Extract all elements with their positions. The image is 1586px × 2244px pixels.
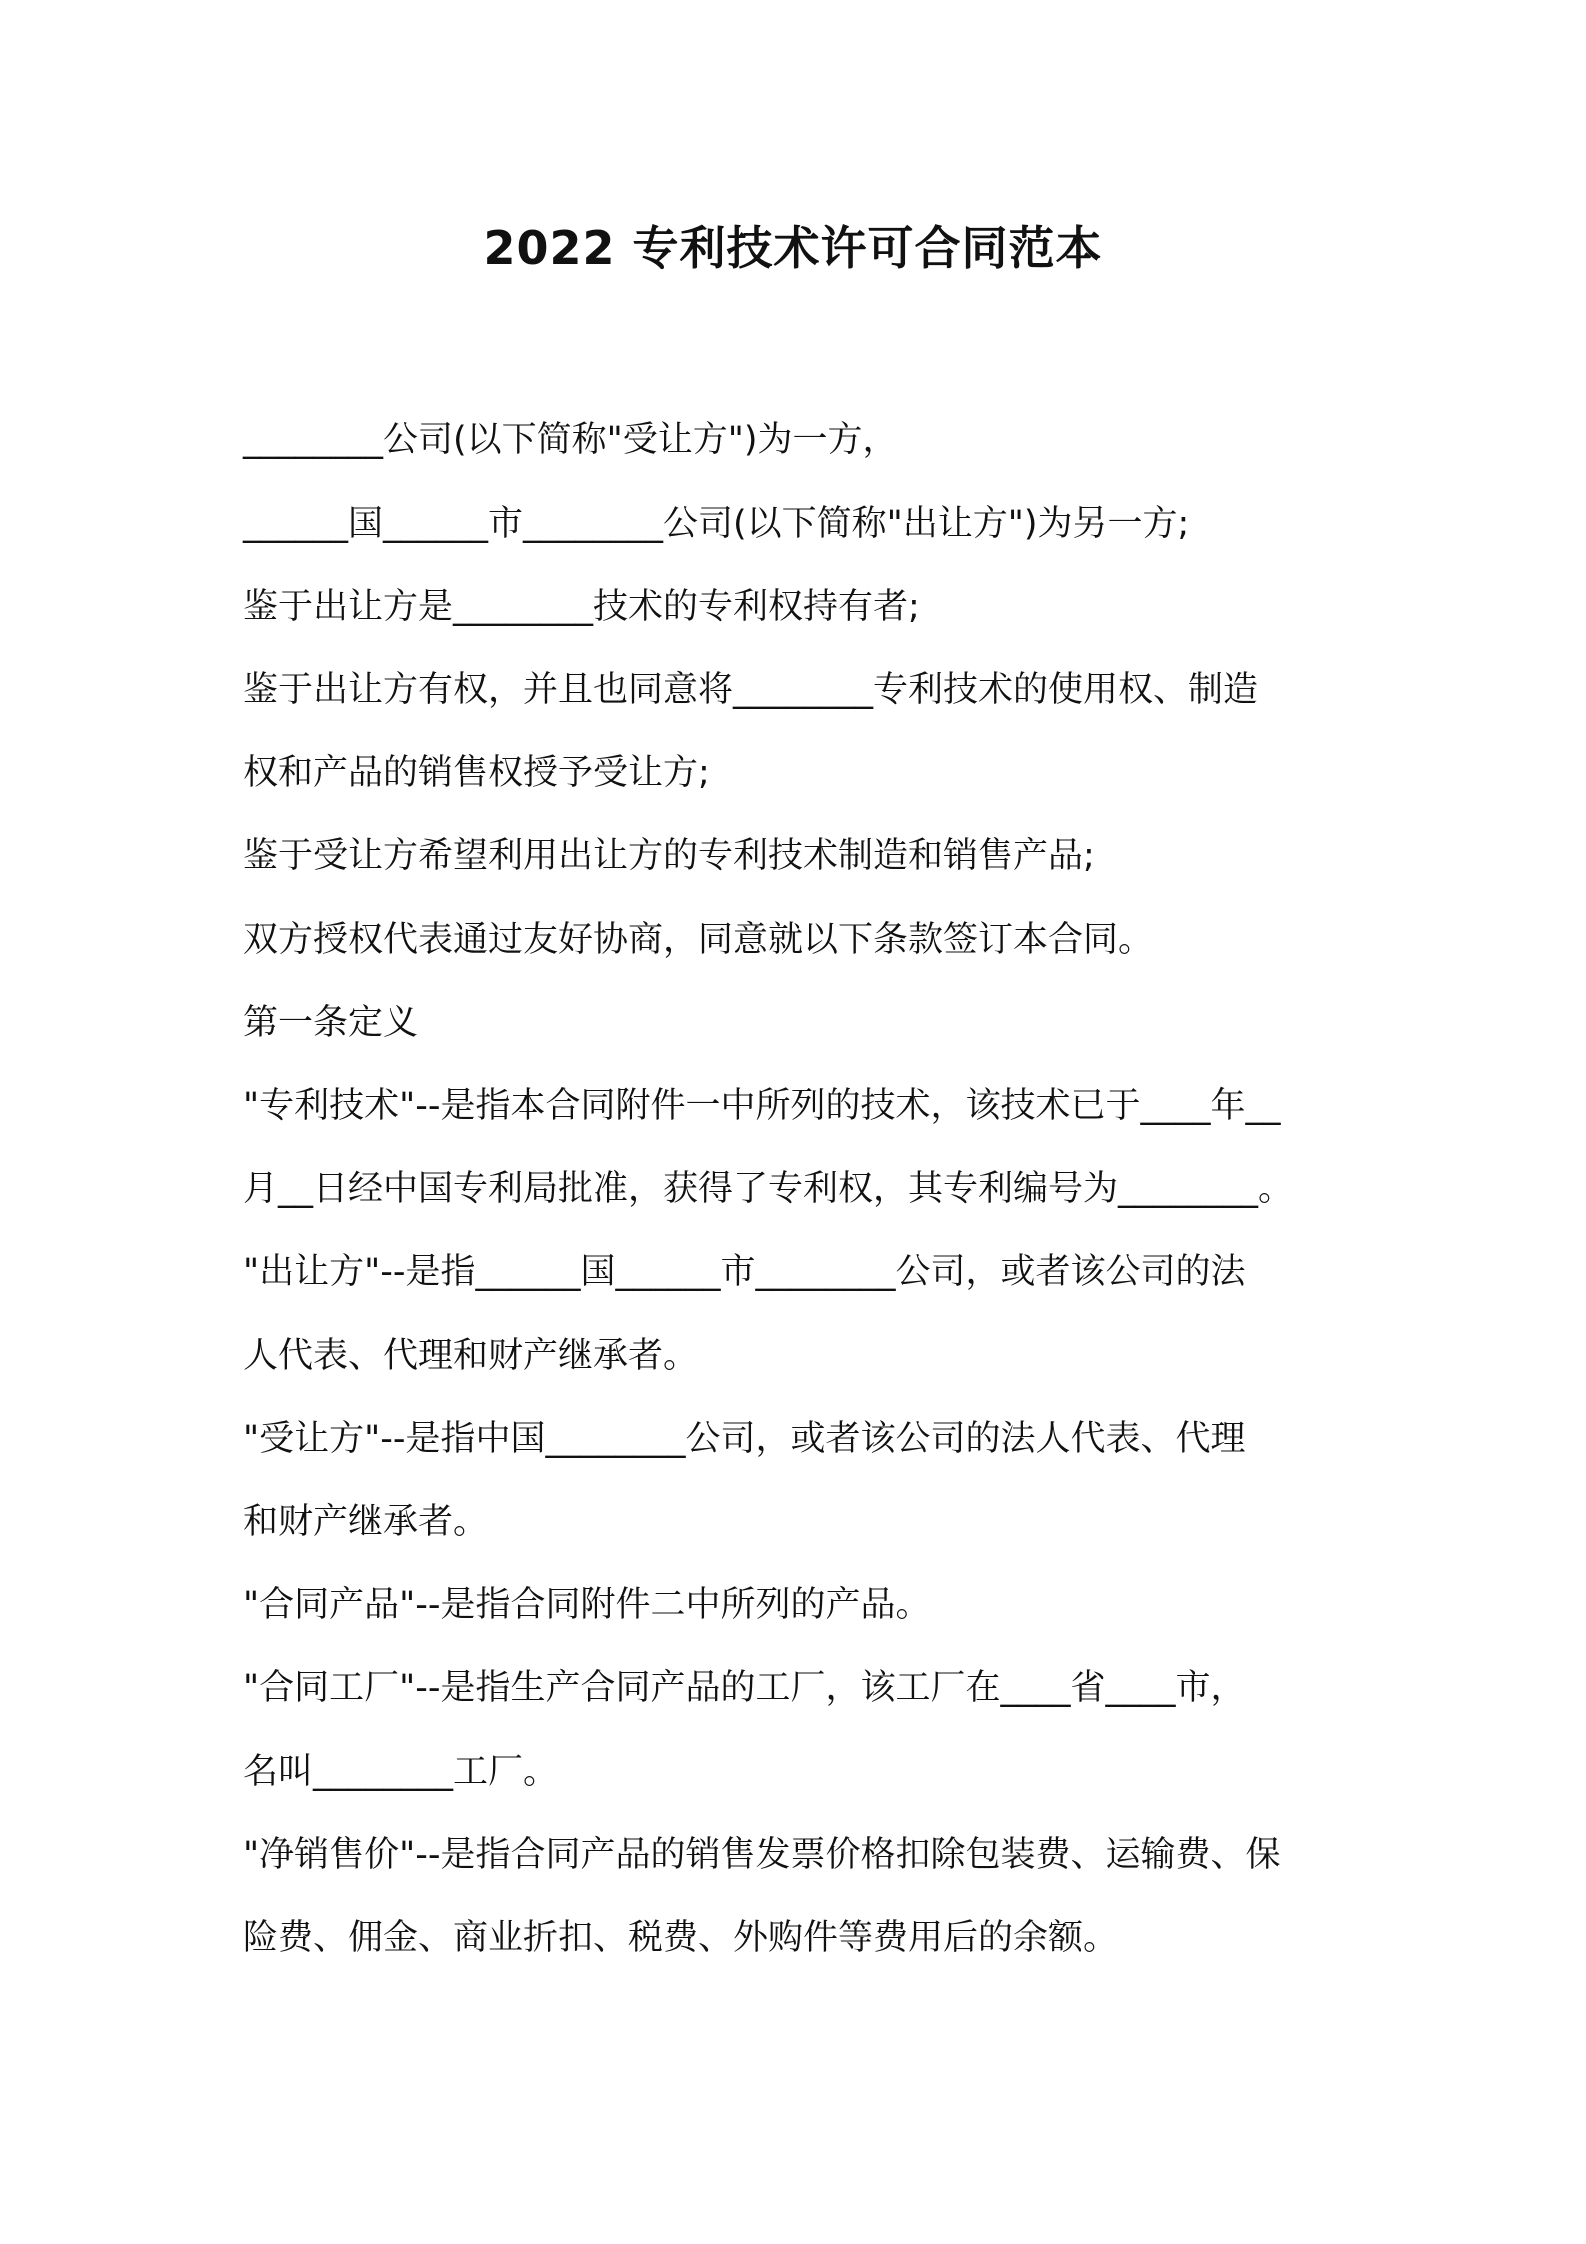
text-line-15: "合同产品"--是指合同附件二中所列的产品。 (243, 1585, 931, 1625)
text-line-1: ________公司(以下简称"受让方")为一方， (243, 420, 898, 460)
text-line-18: "净销售价"--是指合同产品的销售发票价格扣除包装费、运输费、保 (243, 1835, 1281, 1875)
text-line-10: 月__日经中国专利局批准，获得了专利权，其专利编号为________。 (243, 1169, 1294, 1209)
text-line-17: 名叫________工厂。 (243, 1752, 559, 1792)
text-line-6: 鉴于受让方希望利用出让方的专利技术制造和销售产品; (243, 836, 1095, 876)
text-line-16: "合同工厂"--是指生产合同产品的工厂，该工厂在____省____市， (243, 1668, 1246, 1708)
text-line-2: ______国______市________公司(以下简称"出让方")为另一方; (243, 504, 1190, 544)
text-line-5: 权和产品的销售权授予受让方; (243, 753, 710, 793)
text-line-4: 鉴于出让方有权，并且也同意将________专利技术的使用权、制造 (243, 670, 1259, 710)
text-line-7: 双方授权代表通过友好协商，同意就以下条款签订本合同。 (243, 920, 1154, 960)
document-title: 2022 专利技术许可合同范本 (483, 221, 1103, 275)
text-line-19: 险费、佣金、商业折扣、税费、外购件等费用后的余额。 (243, 1918, 1119, 1958)
text-line-3: 鉴于出让方是________技术的专利权持有者; (243, 587, 920, 627)
section-heading-1: 第一条定义 (243, 1003, 419, 1043)
text-line-11: "出让方"--是指______国______市________公司，或者该公司的法 (243, 1252, 1246, 1292)
text-line-13: "受让方"--是指中国________公司，或者该公司的法人代表、代理 (243, 1419, 1246, 1459)
text-line-14: 和财产继承者。 (243, 1502, 489, 1542)
text-line-9: "专利技术"--是指本合同附件一中所列的技术，该技术已于____年__ (243, 1086, 1281, 1126)
text-line-12: 人代表、代理和财产继承者。 (243, 1336, 699, 1376)
